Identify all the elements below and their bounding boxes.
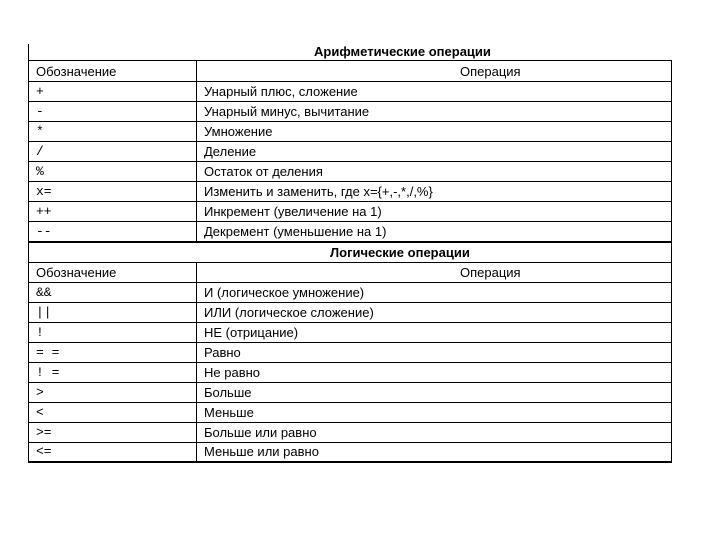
row-divider (28, 362, 672, 363)
table-row-operation: Остаток от деления (204, 164, 323, 179)
table-row-operation: И (логическое умножение) (204, 285, 365, 300)
table-row-operation: Не равно (204, 365, 261, 380)
table-row-operation: ИЛИ (логическое сложение) (204, 305, 374, 320)
table-row-symbol: x= (36, 184, 52, 199)
row-divider (28, 161, 672, 162)
logical-title: Логические операции (330, 245, 470, 260)
logic-operation-header: Операция (460, 265, 521, 280)
table-row-symbol: - (36, 104, 44, 119)
table-left-border (28, 44, 29, 462)
table-row-symbol: <= (36, 444, 52, 459)
table-row-symbol: ! = (36, 365, 60, 380)
table-row-symbol: >= (36, 425, 52, 440)
table-row-operation: Равно (204, 345, 241, 360)
logic-top-line (28, 262, 672, 263)
row-divider (28, 221, 672, 222)
table-row-symbol: || (36, 305, 52, 320)
row-divider (28, 442, 672, 443)
table-row-operation: Унарный плюс, сложение (204, 84, 358, 99)
row-divider (28, 382, 672, 383)
row-divider (28, 322, 672, 323)
table-row-symbol: ! (36, 325, 44, 340)
table-row-operation: НЕ (отрицание) (204, 325, 299, 340)
row-divider (28, 342, 672, 343)
table-row-operation: Больше (204, 385, 252, 400)
table-row-symbol: * (36, 124, 44, 139)
table-row-symbol: > (36, 385, 44, 400)
arith-top-line (28, 60, 672, 61)
row-divider (28, 302, 672, 303)
table-row-symbol: ++ (36, 204, 52, 219)
table-row-symbol: = = (36, 345, 60, 360)
table-row-symbol: % (36, 164, 44, 179)
table-row-operation: Больше или равно (204, 425, 317, 440)
arithmetic-title: Арифметические операции (314, 44, 491, 59)
row-divider (28, 101, 672, 102)
logic-bottom-line (28, 461, 672, 463)
arith-column-divider (196, 60, 197, 242)
table-row-operation: Декремент (уменьшение на 1) (204, 224, 387, 239)
table-row-symbol: < (36, 405, 44, 420)
arith-symbol-header: Обозначение (36, 64, 117, 79)
row-divider (28, 402, 672, 403)
logic-header-line (28, 282, 672, 283)
table-row-symbol: -- (36, 224, 52, 239)
arith-bottom-line (28, 241, 672, 243)
table-row-operation: Меньше или равно (204, 444, 319, 459)
table-row-operation: Меньше (204, 405, 254, 420)
row-divider (28, 181, 672, 182)
logic-symbol-header: Обозначение (36, 265, 117, 280)
table-row-operation: Инкремент (увеличение на 1) (204, 204, 382, 219)
arith-operation-header: Операция (460, 64, 521, 79)
arith-header-line (28, 81, 672, 82)
table-row-operation: Деление (204, 144, 257, 159)
row-divider (28, 141, 672, 142)
table-row-operation: Изменить и заменить, где x={+,-,*,/,%} (204, 184, 433, 199)
row-divider (28, 422, 672, 423)
row-divider (28, 121, 672, 122)
table-row-operation: Унарный минус, вычитание (204, 104, 370, 119)
table-row-operation: Умножение (204, 124, 273, 139)
row-divider (28, 201, 672, 202)
table-row-symbol: && (36, 285, 52, 300)
table-row-symbol: / (36, 144, 44, 159)
table-row-symbol: + (36, 84, 44, 99)
